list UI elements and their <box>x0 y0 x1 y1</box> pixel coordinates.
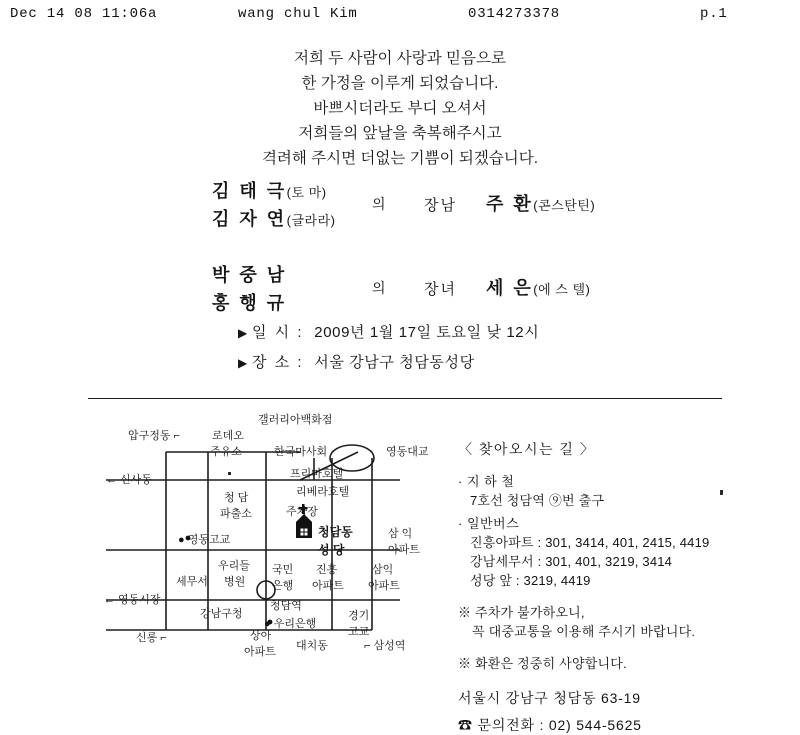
map-label-kookmin-1: 국민 <box>272 564 294 576</box>
map-label-daechi-dong: 대치동 <box>296 640 328 652</box>
map-label-gyeonggi-2: 고교 <box>348 626 370 638</box>
bullet-marker-icon: ▶ <box>238 326 248 340</box>
groom-relation-particle: 의 <box>372 196 387 212</box>
horizontal-divider <box>88 398 722 399</box>
bride-baptismal: (에 스 텔) <box>533 282 591 297</box>
telephone-icon: ☎ <box>458 717 473 733</box>
map-label-rodeo: 로데오 <box>212 430 244 442</box>
map-label-gyeonggi-1: 경기 <box>348 610 370 622</box>
groom-name: 주 환 <box>486 194 534 214</box>
map-label-galleria: 갤러리아백화점 <box>258 414 333 426</box>
bus-line-3: 성당 앞 : 3219, 4419 <box>470 573 591 588</box>
directions-panel <box>458 440 788 735</box>
bullet-marker-icon-2: ▶ <box>238 356 248 370</box>
map-label-sinsa-dong: ← 신사동 <box>106 474 152 486</box>
map-label-gangnam-gu-office: 강남구청 <box>200 608 243 620</box>
map-label-woorideul-1: 우리들 <box>218 560 250 572</box>
map-label-kra: 한국마사회 <box>274 446 328 458</box>
family-row-bride <box>0 262 800 324</box>
bride-relation-kind: 장녀 <box>424 281 457 298</box>
map-label-samik-apt-1: 삼 익 <box>388 528 413 540</box>
bride-name-block <box>486 274 590 300</box>
map-label-apgujeong: 압구정동 ⌐ <box>128 430 180 442</box>
event-location-line <box>0 348 800 378</box>
groom-baptismal: (콘스탄틴) <box>533 198 596 213</box>
parking-note-line-2: 꼭 대중교통을 이용해 주시기 바랍니다. <box>472 624 696 639</box>
map-label-gas-station: 주유소 <box>210 446 242 458</box>
groom-mother-baptismal: (글라라) <box>286 213 336 228</box>
map-label-sinrong: 신롱 ⌐ <box>136 632 167 644</box>
parking-note <box>458 603 788 641</box>
map-label-yeongdong-bridge: 영동대교 <box>386 446 429 458</box>
map-label-parking-lot: 주차장 <box>286 506 318 518</box>
contact-phone-line <box>458 716 788 735</box>
map-label-cheongdam-station: 청담역 <box>270 600 302 612</box>
event-location-label: 장 소 : <box>252 354 304 371</box>
map-label-tax-office: 세무서 <box>176 576 208 588</box>
contact-phone: 문의전화 : 02) 544-5625 <box>477 717 642 733</box>
bride-name: 세 은 <box>486 278 534 298</box>
bride-relation-particle: 의 <box>372 280 387 296</box>
map-label-sanga-apt-1: 상아 <box>250 630 272 642</box>
location-map <box>100 414 440 678</box>
map-label-church-1: 청담동 <box>318 525 353 539</box>
map-label-woorideul-2: 병원 <box>224 576 246 588</box>
event-datetime-label: 일 시 : <box>252 324 304 341</box>
map-label-yeongdong-market: ← 영동시장 <box>104 594 161 606</box>
map-label-jinheung-2: 아파트 <box>312 580 344 592</box>
subway-detail: 7호선 청담역 ⑨번 출구 <box>470 493 605 508</box>
event-location-value: 서울 강남구 청담동성당 <box>314 354 475 371</box>
groom-parent-2 <box>212 206 336 234</box>
groom-relation-kind: 장남 <box>424 197 457 214</box>
fax-header <box>0 6 800 28</box>
fax-date: Dec 14 08 11:06a <box>10 6 158 22</box>
venue-address: 서울시 강남구 청담동 63-19 <box>458 690 641 706</box>
fax-sender-name: wang chul Kim <box>238 6 358 22</box>
bus-heading: · 일반버스 <box>458 516 520 531</box>
flowers-note: ※ 화환은 정중히 사양합니다. <box>458 656 627 671</box>
poem-line-2: 한 가정을 이루게 되었습니다. <box>301 75 499 92</box>
map-label-jinheung-1: 진흥 <box>316 564 338 576</box>
fax-number: 0314273378 <box>468 6 561 22</box>
fax-page-number: p.1 <box>700 6 728 22</box>
map-label-sanga-apt-2: 아파트 <box>244 646 276 658</box>
scan-speck-2 <box>228 472 231 475</box>
invitation-poem <box>0 46 800 171</box>
poem-line-5: 격려해 주시면 더없는 기쁨이 되겠습니다. <box>261 150 539 167</box>
groom-father-name: 김 태 극 <box>212 181 287 201</box>
map-label-prima-hotel: 프리마호텔 <box>290 468 344 480</box>
map-label-samik-2-2: 아파트 <box>368 580 400 592</box>
groom-mother-name: 김 자 연 <box>212 209 287 229</box>
map-label-kookmin-2: 은행 <box>272 580 294 592</box>
parking-note-line-1: ※ 주차가 불가하오니, <box>458 605 585 620</box>
map-label-church-2: 성 당 <box>318 543 345 557</box>
groom-name-block <box>486 190 595 216</box>
bride-parent-2 <box>212 290 287 318</box>
families-block <box>0 178 800 324</box>
groom-father-baptismal: (토 마) <box>286 185 327 200</box>
event-datetime-line <box>0 318 800 348</box>
groom-parents <box>212 178 336 234</box>
map-label-cheongdam-police-2: 파출소 <box>220 508 252 520</box>
bus-line-1: 진흥아파트 : 301, 3414, 401, 2415, 4419 <box>470 535 710 550</box>
bride-parent-1 <box>212 262 287 290</box>
map-label-yeongdong-high: ● 영동고교 <box>178 534 231 546</box>
map-label-samik-apt-2: 아파트 <box>388 544 420 556</box>
bride-parents <box>212 262 287 318</box>
groom-parent-1 <box>212 178 336 206</box>
map-label-woori-bank: ● 우리은행 <box>264 618 317 630</box>
directions-title: 〈 찾아오시는 길 〉 <box>458 441 596 457</box>
map-label-riviera-hotel: 리베라호텔 <box>296 486 350 498</box>
bride-father-name: 박 중 남 <box>212 265 287 285</box>
event-datetime-value: 2009년 1월 17일 토요일 낮 12시 <box>314 324 540 341</box>
bus-line-2: 강남세무서 : 301, 401, 3219, 3414 <box>470 554 673 569</box>
family-row-groom <box>0 178 800 240</box>
bride-mother-name: 홍 행 규 <box>212 293 287 313</box>
map-label-samseong-station: ⌐ 삼성역 <box>364 640 406 652</box>
map-label-cheongdam-police-1: 청 담 <box>224 492 249 504</box>
poem-line-1: 저희 두 사람이 사랑과 믿음으로 <box>294 50 506 67</box>
event-details <box>0 318 800 378</box>
map-label-samik-2-1: 삼익 <box>372 564 394 576</box>
subway-heading: · 지 하 철 <box>458 474 515 489</box>
poem-line-3: 바쁘시더라도 부디 오셔서 <box>313 100 487 117</box>
poem-line-4: 저희들의 앞날을 축복해주시고 <box>298 125 502 142</box>
